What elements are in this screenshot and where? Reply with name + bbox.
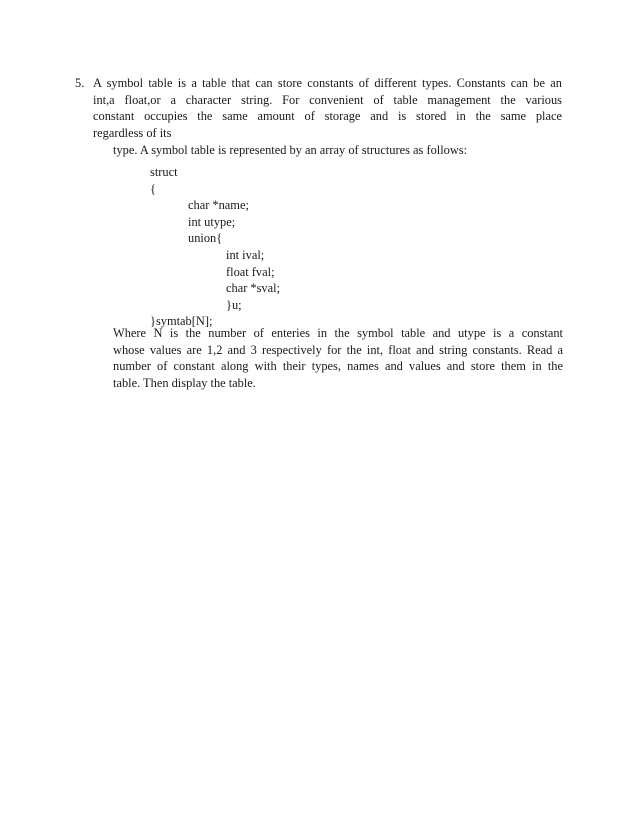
code-line-10: }symtab[N];: [150, 314, 213, 329]
closing-line-2: whose values are 1,2 and 3 respectively for the int, float and string constants. Read a: [113, 342, 563, 357]
code-line-9: }u;: [226, 297, 242, 312]
closing-line-1: Where N is the number of enteries in the symbol table and utype is a constant: [113, 326, 563, 340]
intro-line-3: constant occupies the same amount of storage and is stored in the same place: [93, 109, 562, 124]
code-line-2: {: [150, 181, 156, 196]
code-line-4: int utype;: [188, 214, 236, 229]
intro-continuation-line: type. A symbol table is represented by an array of structures as follows:: [113, 143, 468, 157]
intro-line-4: regardless of its: [93, 125, 172, 140]
code-line-7: float fval;: [226, 264, 275, 279]
intro-line-1: A symbol table is a table that can store constants of different types. Constants can be an: [93, 76, 562, 90]
code-line-1: struct: [150, 165, 178, 179]
code-block: [150, 164, 280, 330]
code-line-3: char *name;: [188, 198, 249, 213]
intro-continuation: [113, 142, 573, 159]
question-intro: [93, 75, 562, 141]
question-closing: [113, 325, 563, 391]
closing-line-3: number of constant along with their types, names and values and store them in the: [113, 359, 563, 374]
closing-line-4: table. Then display the table.: [113, 375, 256, 390]
question-number: 5.: [75, 76, 85, 90]
code-line-6: int ival;: [226, 247, 265, 262]
intro-line-2: int,a float,or a character string. For convenient of table management the various: [93, 92, 562, 107]
code-line-8: char *sval;: [226, 281, 281, 296]
code-line-5: union{: [188, 231, 223, 246]
